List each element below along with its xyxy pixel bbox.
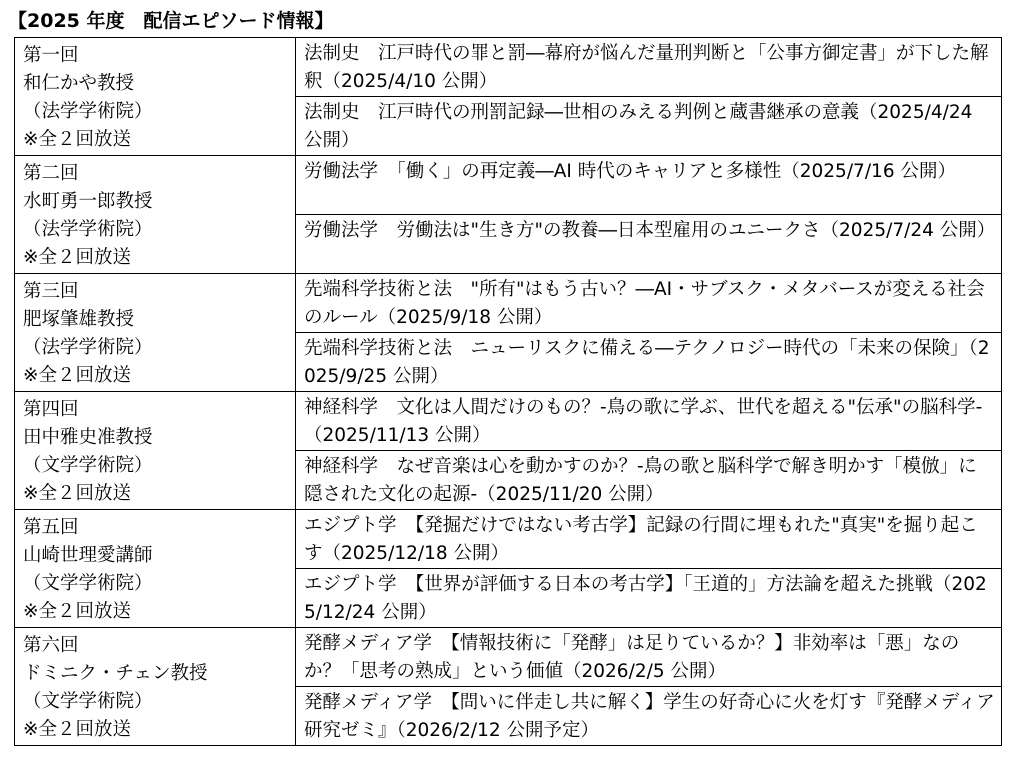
table-row <box>15 510 1002 569</box>
episode-title: 労働法学 労働法は"生き方"の教養―日本型雇用のユニークさ（2025/7/24 公開） <box>296 215 1002 274</box>
lecturer-affiliation: （法学学術院） <box>23 101 153 122</box>
episode-title: 発酵メディア学 【問いに伴走し共に解く】学生の好奇心に火を灯す『発酵メディア研究ゼミ』（2026/2/12 公開予定） <box>296 687 1002 746</box>
lecturer-name: 山崎世理愛講師 <box>23 545 153 566</box>
episode-title: エジプト学 【世界が評価する日本の考古学】「王道的」方法論を超えた挑戦（2025/12/24 公開） <box>296 569 1002 628</box>
lecturer-name: 肥塚肇雄教授 <box>23 309 135 330</box>
lecturer-name: ドミニク・チェン教授 <box>23 663 208 684</box>
section-heading: 【2025 年度 配信エピソード情報】 <box>8 10 334 32</box>
episode-title: 労働法学 「働く」の再定義―AI 時代のキャリアと多様性（2025/7/16 公開） <box>296 156 1002 215</box>
broadcast-note: ※全２回放送 <box>23 247 132 268</box>
broadcast-note: ※全２回放送 <box>23 129 132 150</box>
lecturer-name: 水町勇一郎教授 <box>23 191 153 212</box>
lecturer-affiliation: （文学学術院） <box>23 691 153 712</box>
lecturer-affiliation: （文学学術院） <box>23 573 153 594</box>
episode-title: 神経科学 文化は人間だけのもの？-鳥の歌に学ぶ、世代を超える"伝承"の脳科学-（2025/11/13 公開） <box>296 392 1002 451</box>
episode-title: 先端科学技術と法 "所有"はもう古い？―AI・サブスク・メタバースが変える社会のルール（2025/9/18 公開） <box>296 274 1002 333</box>
lecturer-cell <box>15 628 296 746</box>
episode-table <box>14 37 1002 746</box>
lecturer-affiliation: （法学学術院） <box>23 337 153 358</box>
episode-title: 発酵メディア学 【情報技術に「発酵」は足りているか？】非効率は「悪」なのか？「思考の熟成」という価値（2026/2/5 公開） <box>296 628 1002 687</box>
lecturer-name: 田中雅史准教授 <box>23 427 153 448</box>
round-label: 第一回 <box>23 45 79 66</box>
round-label: 第五回 <box>23 517 79 538</box>
broadcast-note: ※全２回放送 <box>23 365 132 386</box>
round-label: 第六回 <box>23 635 79 656</box>
round-label: 第四回 <box>23 399 79 420</box>
table-row <box>15 38 1002 97</box>
lecturer-affiliation: （法学学術院） <box>23 219 153 240</box>
lecturer-cell <box>15 392 296 510</box>
episode-title: 神経科学 なぜ音楽は心を動かすのか？-鳥の歌と脳科学で解き明かす「模倣」に隠された文化の起源-（2025/11/20 公開） <box>296 451 1002 510</box>
episode-title: 法制史 江戸時代の刑罰記録―世相のみえる判例と蔵書継承の意義（2025/4/24 公開） <box>296 97 1002 156</box>
episode-title: エジプト学 【発掘だけではない考古学】記録の行間に埋もれた"真実"を掘り起こす（2025/12/18 公開） <box>296 510 1002 569</box>
table-row <box>15 628 1002 687</box>
lecturer-cell <box>15 156 296 274</box>
lecturer-cell <box>15 274 296 392</box>
lecturer-name: 和仁かや教授 <box>23 73 135 94</box>
episode-title: 法制史 江戸時代の罪と罰―幕府が悩んだ量刑判断と「公事方御定書」が下した解釈（2025/4/10 公開） <box>296 38 1002 97</box>
table-row <box>15 274 1002 333</box>
table-row <box>15 392 1002 451</box>
table-row <box>15 156 1002 215</box>
episode-title: 先端科学技術と法 ニューリスクに備える―テクノロジー時代の「未来の保険」（2025/9/25 公開） <box>296 333 1002 392</box>
broadcast-note: ※全２回放送 <box>23 483 132 504</box>
round-label: 第二回 <box>23 163 79 184</box>
round-label: 第三回 <box>23 281 79 302</box>
lecturer-cell <box>15 510 296 628</box>
broadcast-note: ※全２回放送 <box>23 719 132 740</box>
lecturer-affiliation: （文学学術院） <box>23 455 153 476</box>
broadcast-note: ※全２回放送 <box>23 601 132 622</box>
lecturer-cell <box>15 38 296 156</box>
